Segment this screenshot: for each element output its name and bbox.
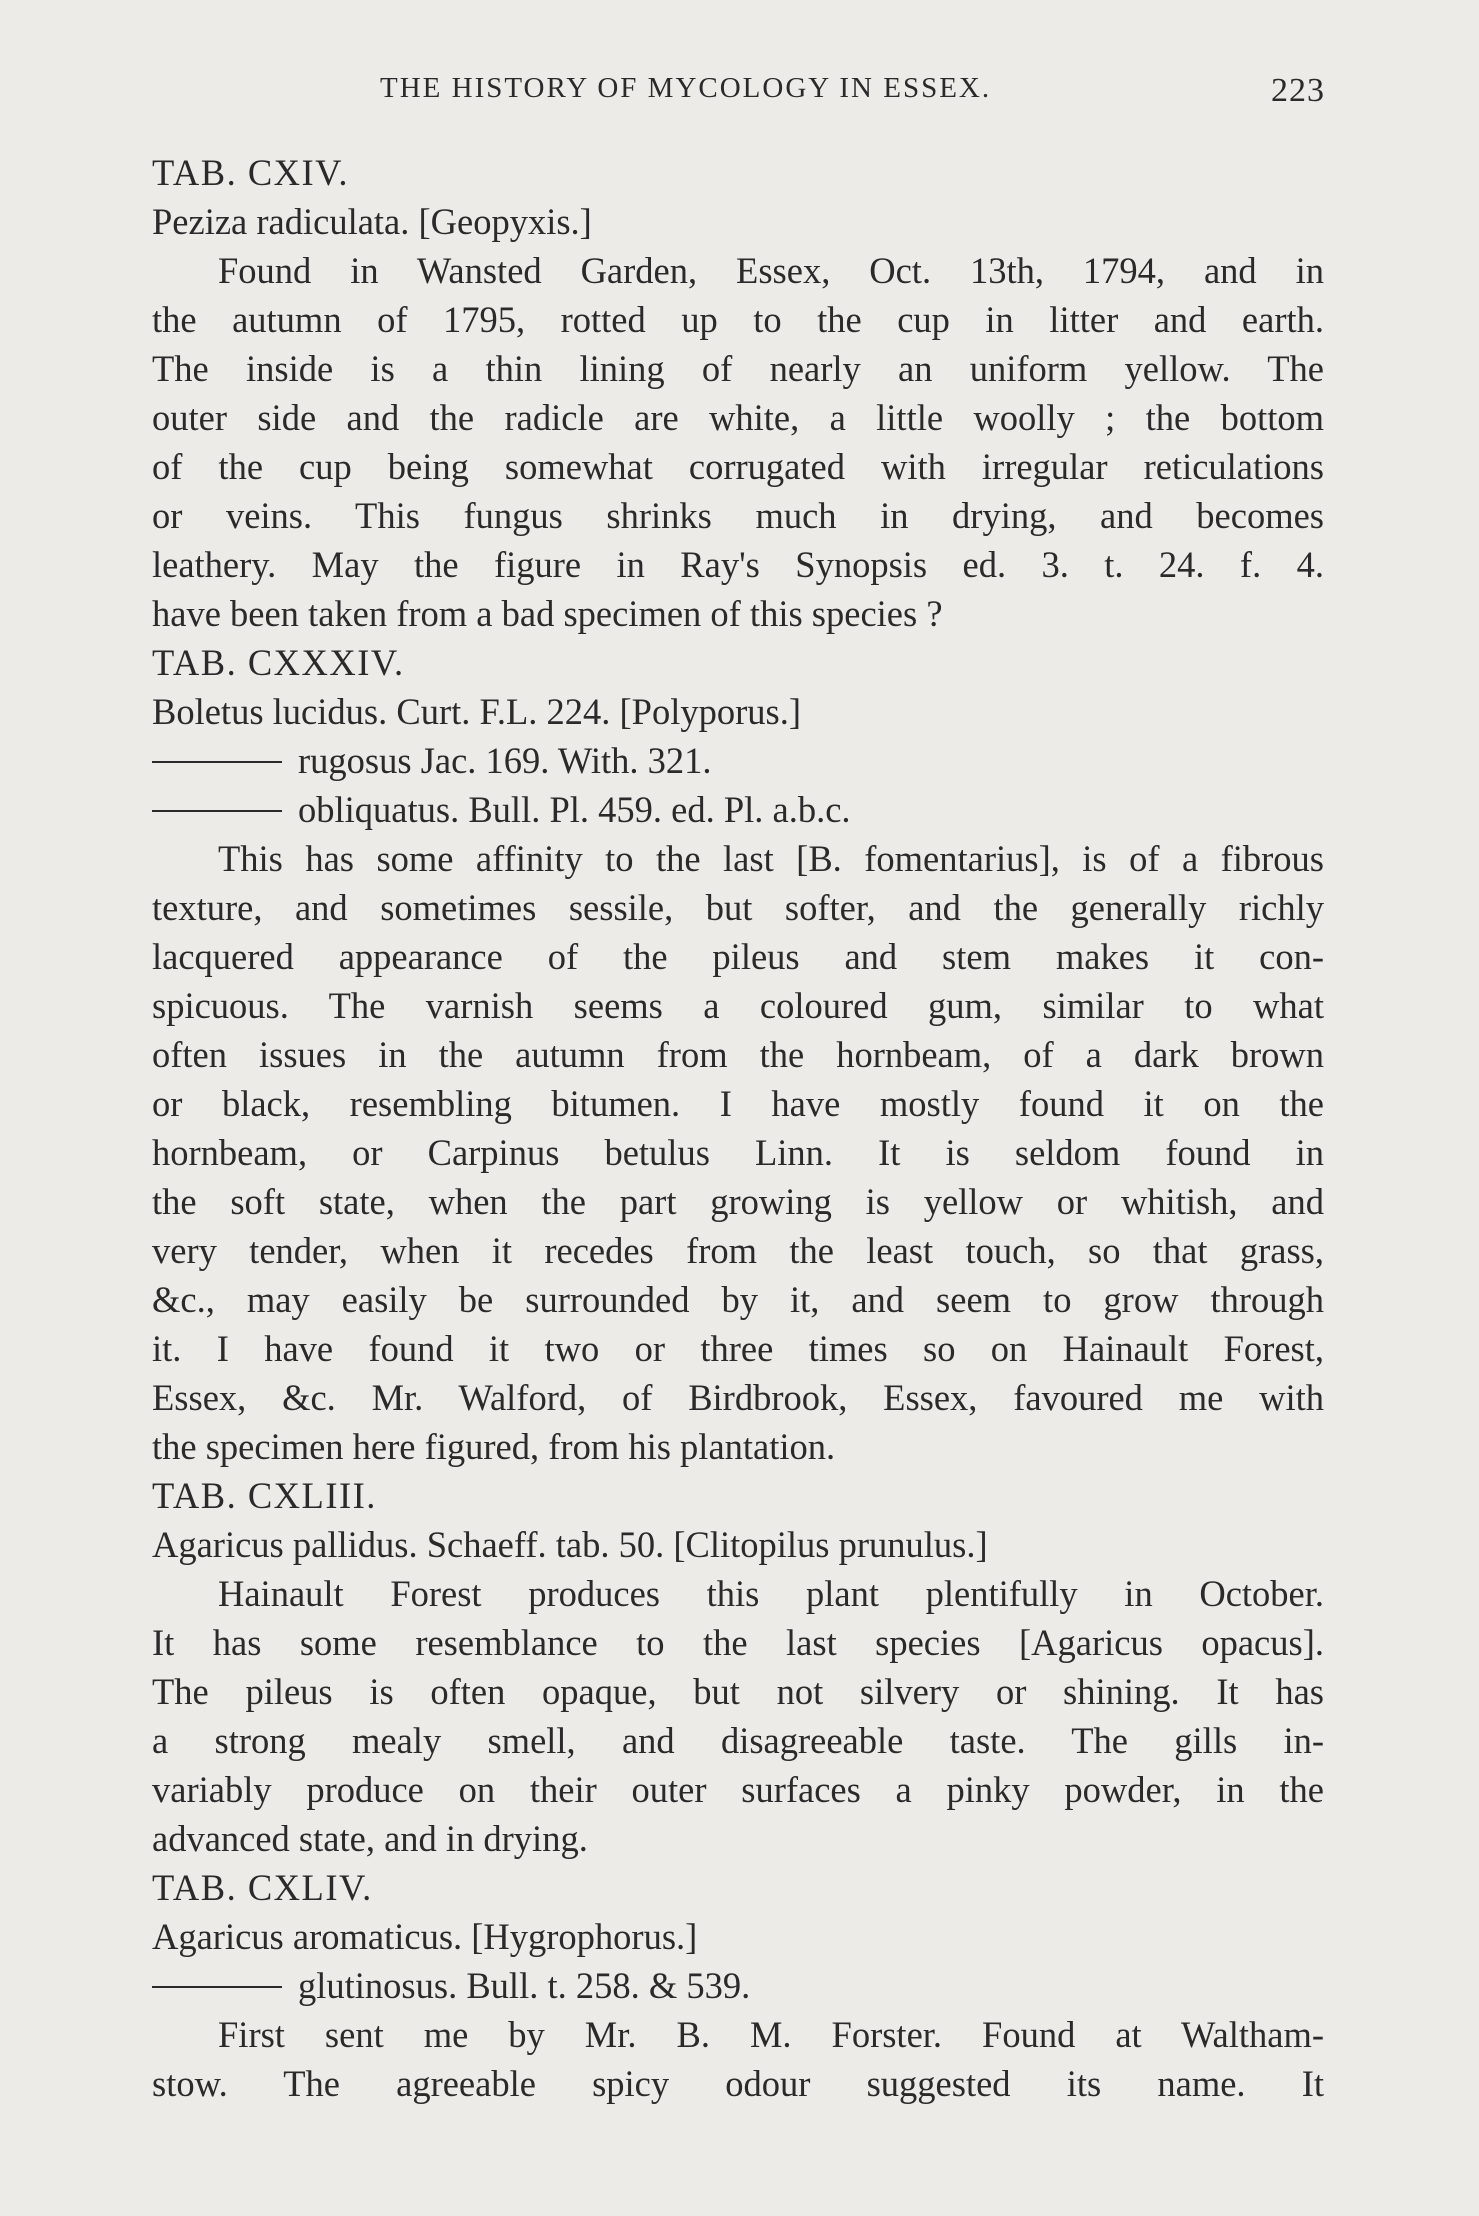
running-title: THE HISTORY OF MYCOLOGY IN ESSEX. xyxy=(380,72,992,104)
text-line: The pileus is often opaque, but not silvery or shining. It has xyxy=(152,1671,1324,1712)
species-line: Agaricus pallidus. Schaeff. tab. 50. [Clitopilus prunulus.] xyxy=(152,1524,988,1565)
text-line: Essex, &c. Mr. Walford, of Birdbrook, Essex, favoured me with xyxy=(152,1377,1324,1418)
text-line: it. I have found it two or three times so on Hainault Forest, xyxy=(152,1328,1324,1369)
text-line: lacquered appearance of the pileus and stem makes it con- xyxy=(152,936,1324,977)
text-line: leathery. May the figure in Ray's Synopsis ed. 3. t. 24. f. 4. xyxy=(152,544,1324,585)
text-line: the soft state, when the part growing is yellow or whitish, and xyxy=(152,1181,1324,1222)
text-line: advanced state, and in drying. xyxy=(152,1818,588,1859)
synonym-text: obliquatus. Bull. Pl. 459. ed. Pl. a.b.c. xyxy=(298,789,851,830)
species-line: Boletus lucidus. Curt. F.L. 224. [Polyporus.] xyxy=(152,691,802,732)
ditto-dash xyxy=(152,810,282,812)
text-line: Hainault Forest produces this plant plentifully in October. xyxy=(218,1573,1324,1614)
text-line: or veins. This fungus shrinks much in drying, and becomes xyxy=(152,495,1324,536)
page-number: 223 xyxy=(1271,72,1325,109)
species-line: Agaricus aromaticus. [Hygrophorus.] xyxy=(152,1916,698,1957)
text-line: &c., may easily be surrounded by it, and seem to grow through xyxy=(152,1279,1324,1320)
text-line: a strong mealy smell, and disagreeable taste. The gills in- xyxy=(152,1720,1324,1761)
text-line: have been taken from a bad specimen of this species ? xyxy=(152,593,943,634)
ditto-dash xyxy=(152,761,282,763)
text-line: very tender, when it recedes from the least touch, so that grass, xyxy=(152,1230,1324,1271)
synonym-text: rugosus Jac. 169. With. 321. xyxy=(298,740,712,781)
text-line: hornbeam, or Carpinus betulus Linn. It is seldom found in xyxy=(152,1132,1324,1173)
species-line: Peziza radiculata. [Geopyxis.] xyxy=(152,201,592,242)
synonym-line xyxy=(152,1961,1324,2010)
text-line: outer side and the radicle are white, a little woolly ; the bottom xyxy=(152,397,1324,438)
ditto-dash xyxy=(152,1986,282,1988)
text-line: the specimen here figured, from his plantation. xyxy=(152,1426,836,1467)
text-line: The inside is a thin lining of nearly an uniform yellow. The xyxy=(152,348,1324,389)
synonym-text: glutinosus. Bull. t. 258. & 539. xyxy=(298,1965,751,2006)
text-line: or black, resembling bitumen. I have mostly found it on the xyxy=(152,1083,1324,1124)
text-line: of the cup being somewhat corrugated with irregular reticulations xyxy=(152,446,1324,487)
text-line: often issues in the autumn from the hornbeam, of a dark brown xyxy=(152,1034,1324,1075)
text-line: variably produce on their outer surfaces a pinky powder, in the xyxy=(152,1769,1324,1810)
text-line: Found in Wansted Garden, Essex, Oct. 13th, 1794, and in xyxy=(218,250,1324,291)
text-line: This has some affinity to the last [B. fomentarius], is of a fibrous xyxy=(218,838,1324,879)
running-head xyxy=(150,72,1325,116)
synonym-line xyxy=(152,736,1324,785)
body-text xyxy=(152,148,1324,2108)
tab-heading: TAB. CXXXIV. xyxy=(152,642,405,683)
text-line: First sent me by Mr. B. M. Forster. Found at Waltham- xyxy=(218,2014,1324,2055)
tab-heading: TAB. CXLIII. xyxy=(152,1475,377,1516)
tab-heading: TAB. CXIV. xyxy=(152,152,349,193)
tab-heading: TAB. CXLIV. xyxy=(152,1867,373,1908)
text-line: texture, and sometimes sessile, but softer, and the generally richly xyxy=(152,887,1324,928)
text-line: spicuous. The varnish seems a coloured gum, similar to what xyxy=(152,985,1324,1026)
text-line: It has some resemblance to the last species [Agaricus opacus]. xyxy=(152,1622,1324,1663)
text-line: stow. The agreeable spicy odour suggested its name. It xyxy=(152,2063,1324,2104)
synonym-line xyxy=(152,785,1324,834)
text-line: the autumn of 1795, rotted up to the cup in litter and earth. xyxy=(152,299,1324,340)
